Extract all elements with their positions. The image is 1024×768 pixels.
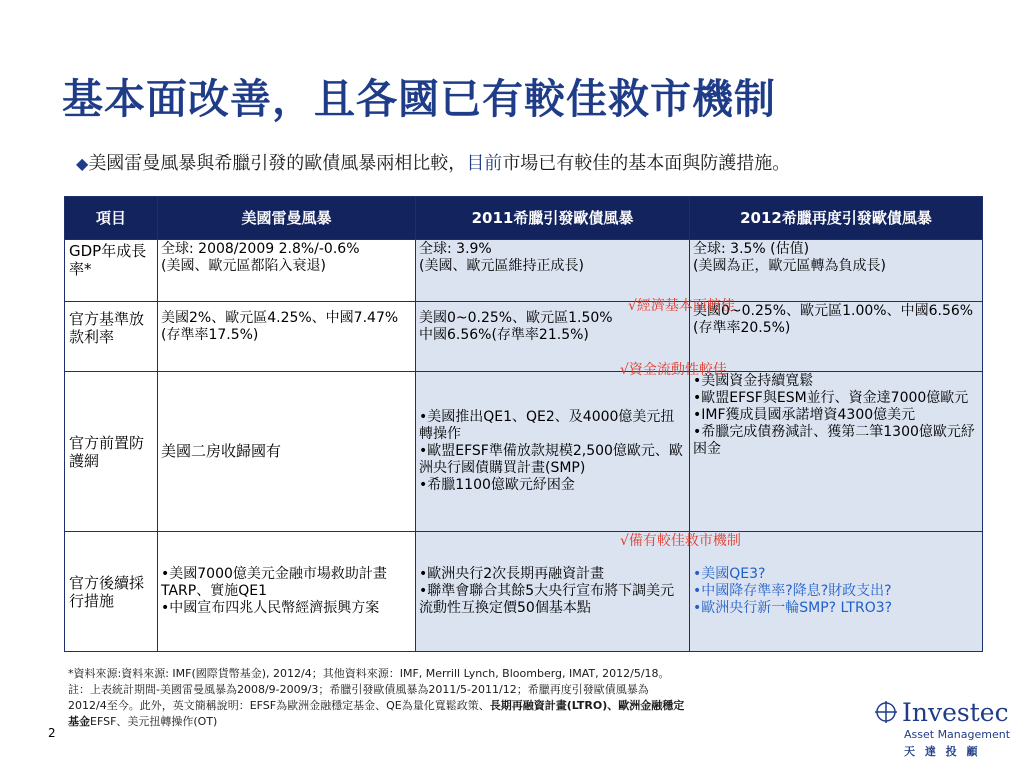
list-item: •IMF獲成員國承諾增資4300億美元: [693, 407, 916, 423]
subtitle-text-1: 美國雷曼風暴與希臘引發的歐債風暴兩相比較，: [88, 153, 467, 174]
header-2011: 2011希臘引發歐債風暴: [416, 197, 690, 240]
table-row: [65, 532, 983, 652]
cell: [690, 372, 983, 532]
list-item: •歐洲央行2次長期再融資計畫: [419, 566, 605, 582]
cell: 美國0~0.25%、歐元區1.50% 中國6.56%(存準率21.5%): [416, 302, 690, 372]
list-item: •歐盟EFSF準備放款規模2,500億歐元、歐洲央行國債購買計畫(SMP): [419, 443, 683, 476]
logo-name: Investec: [902, 698, 1009, 727]
footnote: [68, 666, 848, 730]
list-item: •歐盟EFSF與ESM並行、資金達7000億歐元: [693, 390, 969, 406]
header-2012: 2012希臘再度引發歐債風暴: [690, 197, 983, 240]
subtitle-text-3: 市場已有較佳的基本面與防護措施。: [502, 153, 791, 174]
footnote-line: *資料來源:資料來源: IMF(國際貨幣基金), 2012/4；其他資料來源：IMF, Merrill Lynch, Bloomberg, IMAT, 2012/5/18。: [68, 667, 670, 680]
list-item: •希臘1100億歐元紓困金: [419, 477, 575, 493]
investec-mark-icon: [874, 700, 898, 724]
list-item: •美國QE3?: [693, 566, 766, 582]
row-label-gdp: GDP年成長率*: [65, 240, 158, 302]
list-item: •中國宣布四兆人民幣經濟振興方案: [161, 600, 380, 616]
page-number: 2: [48, 726, 56, 740]
diamond-bullet-icon: ◆: [76, 154, 89, 173]
footnote-line: 註：上表統計期間-美國雷曼風暴為2008/9-2009/3；希臘引發歐債風暴為2011/5-2011/12；希臘再度引發歐債風暴為: [68, 683, 649, 696]
table-header-row: [65, 197, 983, 240]
list-item: •歐洲央行新一輪SMP? LTRO3?: [693, 600, 893, 616]
row-label-safety-net: 官方前置防護網: [65, 372, 158, 532]
list-item: •中國降存準率?降息?財政支出?: [693, 583, 892, 599]
cell: 全球: 2008/2009 2.8%/-0.6% (美國、歐元區都陷入衰退): [158, 240, 416, 302]
table-row: [65, 240, 983, 302]
list-item: •美國推出QE1、QE2、及4000億美元扭轉操作: [419, 409, 675, 442]
logo-subtitle: Asset Management: [904, 728, 1011, 741]
header-lehman: 美國雷曼風暴: [158, 197, 416, 240]
annotation-rescue: √備有較佳救市機制: [620, 533, 741, 549]
cell: 全球: 3.9% (美國、歐元區維持正成長): [416, 240, 690, 302]
row-label-followup: 官方後續採行措施: [65, 532, 158, 652]
footnote-line: 2012/4至今。此外，英文簡稱說明：EFSF為歐洲金融穩定基金、QE為量化寬鬆政策、長期再融資計畫(LTRO)、歐洲金融穩定: [68, 699, 685, 712]
cell: [416, 372, 690, 532]
comparison-table: [64, 196, 983, 652]
subtitle-text-2: 目前: [466, 153, 503, 174]
cell: [158, 532, 416, 652]
list-item: •聯準會聯合其餘5大央行宣布將下調美元流動性互換定價50個基本點: [419, 583, 675, 616]
list-item: •美國7000億美元金融市場救助計畫TARP、實施QE1: [161, 566, 387, 599]
cell: 美國0~0.25%、歐元區1.00%、中國6.56%(存準率20.5%): [690, 302, 983, 372]
subtitle: [76, 149, 790, 175]
list-item: •希臘完成債務減計、獲第二筆1300億歐元紓困金: [693, 424, 975, 457]
cell: 美國二房收歸國有: [158, 372, 416, 532]
cell: 美國2%、歐元區4.25%、中國7.47%(存準率17.5%): [158, 302, 416, 372]
cell: 全球: 3.5% (估值) (美國為正，歐元區轉為負成長): [690, 240, 983, 302]
table-row: [65, 302, 983, 372]
footnote-line: 基金EFSF、美元扭轉操作(OT): [68, 715, 218, 728]
investec-logo: [866, 698, 1016, 760]
row-label-rate: 官方基準放款利率: [65, 302, 158, 372]
page-title: 基本面改善，且各國已有較佳救市機制: [62, 75, 776, 123]
table-row: [65, 372, 983, 532]
list-item: •美國資金持續寬鬆: [693, 373, 814, 389]
header-item: 項目: [65, 197, 158, 240]
annotation-fundamentals: √經濟基本面較佳: [628, 298, 735, 314]
annotation-liquidity: √資金流動性較佳: [620, 362, 727, 378]
logo-chinese: 天 達 投 顧: [904, 745, 981, 758]
